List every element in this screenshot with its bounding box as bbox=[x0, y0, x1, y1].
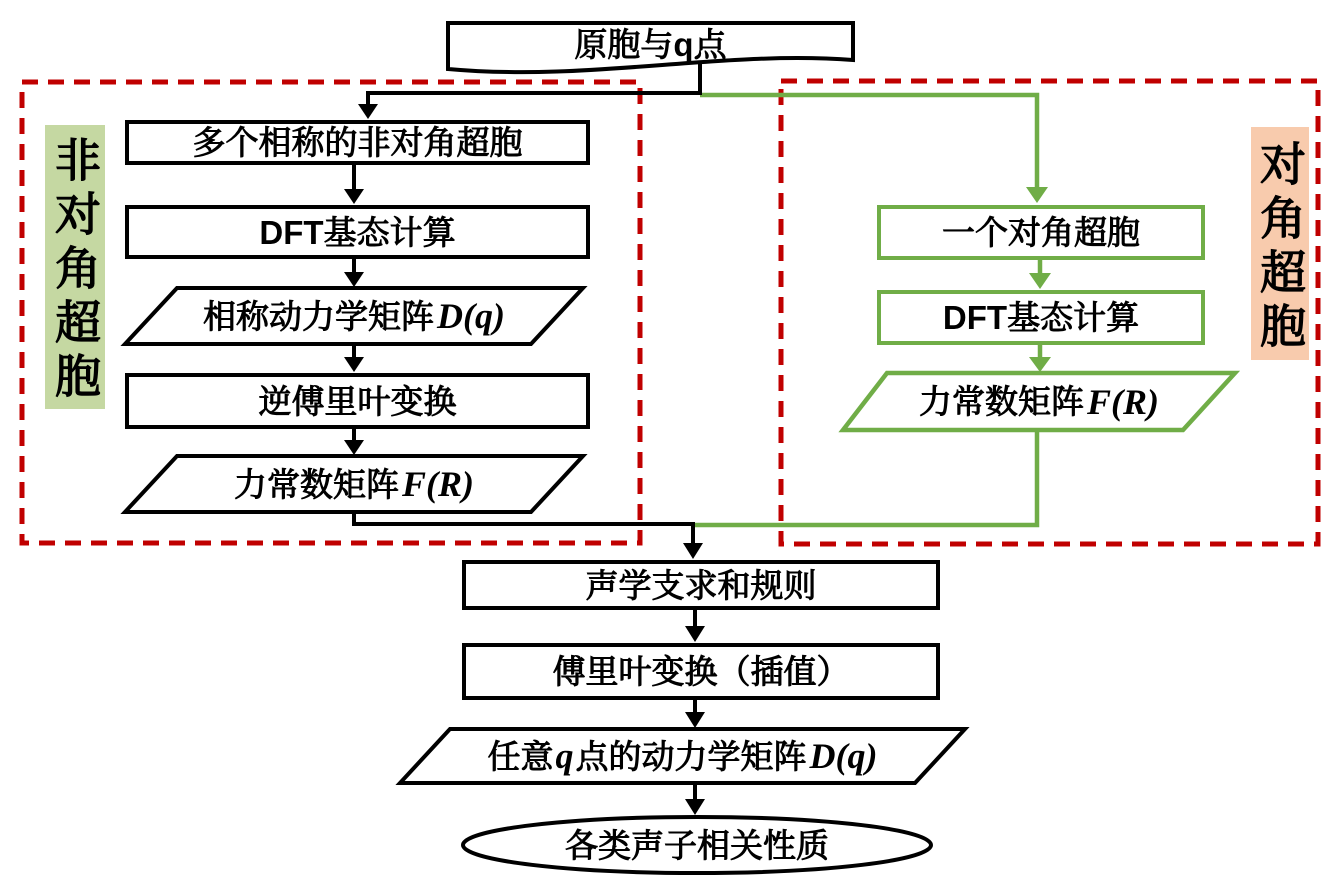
arrowhead-into-phonon-properties bbox=[685, 799, 705, 815]
node-dft-ground-state-right bbox=[877, 290, 1205, 345]
node-dynamical-matrix-any-q-mid: 点的动力学矩阵 bbox=[575, 737, 807, 775]
arrowhead-into-inverse-fourier bbox=[344, 357, 364, 372]
node-force-constants-right-text: 力常数矩阵 bbox=[919, 383, 1084, 420]
node-commensurate-dynamical-matrix-math: D(q) bbox=[437, 296, 505, 336]
node-fourier-interpolation bbox=[462, 643, 940, 700]
arrowhead-into-dynamical-matrix-left bbox=[344, 272, 364, 287]
arrowhead-into-acoustic-sum-rule bbox=[683, 543, 703, 559]
node-commensurate-nondiagonal-supercells-label: 多个相称的非对角超胞 bbox=[192, 124, 523, 161]
node-dynamical-matrix-any-q-qsym: q bbox=[555, 736, 574, 776]
arrowhead-into-dft-left bbox=[344, 189, 364, 204]
node-acoustic-sum-rule-label: 声学支求和规则 bbox=[585, 566, 817, 604]
node-dynamical-matrix-any-q bbox=[400, 729, 965, 783]
arrowhead-into-force-constants-right bbox=[1029, 357, 1051, 372]
node-commensurate-nondiagonal-supercells bbox=[125, 120, 590, 165]
node-dynamical-matrix-any-q-pre: 任意 bbox=[487, 737, 554, 775]
node-force-constants-left-math: F(R) bbox=[402, 464, 474, 504]
node-primitive-cell-q bbox=[448, 24, 853, 64]
arrowhead-into-diagonal-supercell bbox=[1026, 187, 1048, 203]
node-primitive-cell-q-label: 原胞与q点 bbox=[574, 25, 727, 63]
arrowhead-into-force-constants-left bbox=[344, 440, 364, 455]
node-fourier-interpolation-label: 傅里叶变换（插值） bbox=[552, 653, 850, 690]
node-acoustic-sum-rule bbox=[462, 560, 940, 610]
arrowhead-into-dynamical-matrix-any-q bbox=[685, 712, 705, 728]
connector-green-top bbox=[700, 95, 1037, 189]
node-force-constants-right bbox=[843, 373, 1235, 430]
node-phonon-properties bbox=[464, 818, 930, 872]
region-label-diagonal-supercell: 对角超胞 bbox=[1251, 127, 1309, 360]
arrowhead-into-dft-right bbox=[1029, 273, 1051, 289]
node-dft-ground-state-right-label: DFT基态计算 bbox=[942, 299, 1140, 336]
region-label-nondiagonal-supercell: 非对角超胞 bbox=[45, 125, 105, 409]
node-inverse-fourier-transform-label: 逆傅里叶变换 bbox=[258, 382, 457, 420]
node-one-diagonal-supercell-label: 一个对角超胞 bbox=[942, 214, 1140, 251]
node-dft-ground-state-left-label: DFT基态计算 bbox=[259, 213, 456, 251]
node-force-constants-right-math: F(R) bbox=[1087, 381, 1159, 422]
connector-green-to-merge bbox=[695, 430, 1037, 525]
arrowhead-into-nondiagonal-supercells bbox=[358, 104, 378, 119]
node-force-constants-left bbox=[125, 456, 583, 512]
node-phonon-properties-label: 各类声子相关性质 bbox=[565, 826, 829, 864]
node-force-constants-left-text: 力常数矩阵 bbox=[234, 465, 399, 503]
node-commensurate-dynamical-matrix bbox=[125, 288, 583, 344]
node-inverse-fourier-transform bbox=[125, 373, 590, 429]
node-dft-ground-state-left bbox=[125, 205, 590, 259]
node-one-diagonal-supercell bbox=[877, 205, 1205, 260]
node-dynamical-matrix-any-q-math: D(q) bbox=[809, 736, 878, 776]
node-commensurate-dynamical-matrix-text: 相称动力学矩阵 bbox=[203, 297, 434, 335]
arrowhead-into-fourier-interpolation bbox=[685, 626, 705, 642]
